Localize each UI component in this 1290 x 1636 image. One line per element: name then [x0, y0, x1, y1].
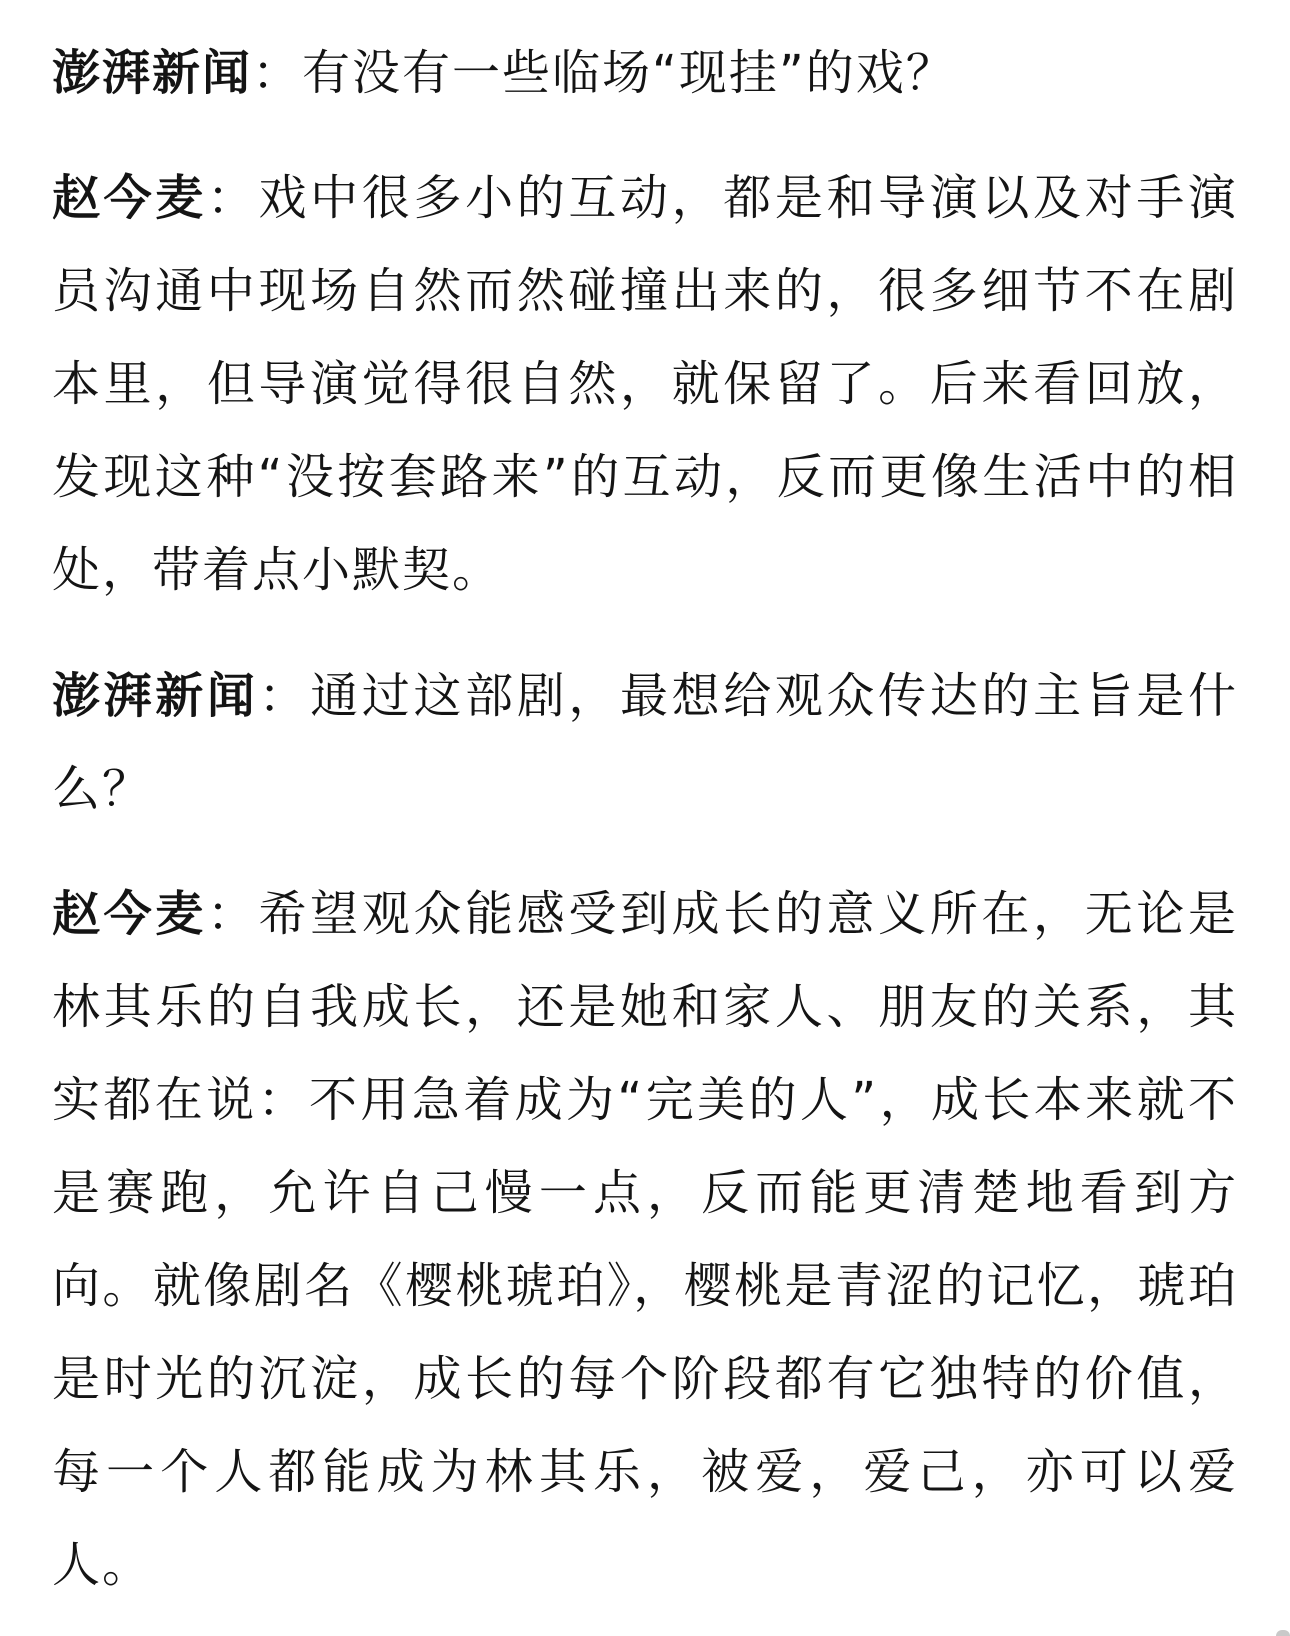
speaker-name: 赵今麦	[52, 886, 207, 942]
speaker-name: 赵今麦	[52, 170, 207, 226]
question-text: 通过这部剧，最想给观众传达的主旨是什么？	[52, 668, 1238, 817]
scrollbar-thumb[interactable]	[1276, 1630, 1290, 1636]
answer-text: 希望观众能感受到成长的意义所在，无论是林其乐的自我成长，还是她和家人、朋友的关系，其实都在说：不用急着成为“完美的人”，成长本来就不是赛跑，允许自己慢一点，反而能更清楚地看到方向。就像剧名《樱桃琥珀》，樱桃是青涩的记忆，琥珀是时光的沉淀，成长的每个阶段都有它独特的价值，每一个人都能成为林其乐，被爱，爱己，亦可以爱人。	[52, 886, 1238, 1593]
interview-question	[52, 27, 1238, 120]
speaker-name: 澎湃新闻	[52, 668, 259, 724]
interview-answer	[52, 868, 1238, 1612]
speaker-separator: ：	[258, 668, 311, 724]
interview-answer	[52, 152, 1238, 617]
interview-question	[52, 650, 1238, 836]
speaker-separator: ：	[206, 170, 259, 226]
answer-text: 戏中很多小的互动，都是和导演以及对手演员沟通中现场自然而然碰撞出来的，很多细节不在剧本里，但导演觉得很自然，就保留了。后来看回放，发现这种“没按套路来”的互动，反而更像生活中的相处，带着点小默契。	[52, 170, 1238, 598]
speaker-separator: ：	[206, 886, 259, 942]
question-text: 有没有一些临场“现挂”的戏？	[302, 45, 956, 101]
speaker-separator: ：	[252, 45, 303, 101]
speaker-name: 澎湃新闻	[52, 45, 253, 101]
